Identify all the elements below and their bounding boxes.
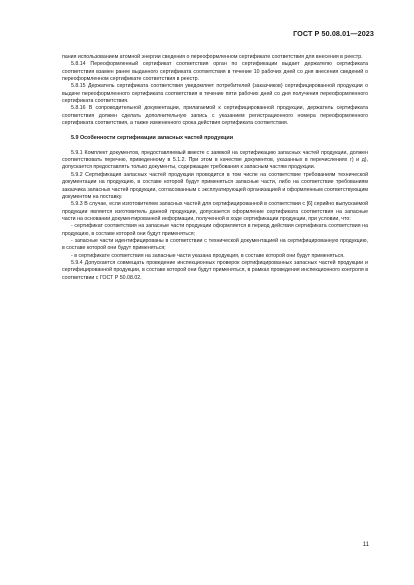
- document-body: [62, 54, 368, 282]
- list-item-condition-1: - сертификат соответствия на запасные части продукции оформляется в период действия сертификата соответствия на продукцию, в составе которой они будут применяться;: [62, 223, 368, 237]
- list-item-condition-2: - запасные части идентифицированы в соответствии с технической документацией на сертифицированную продукцию, в составе которой они будут применяться;: [62, 237, 368, 252]
- paragraph-5-9-4: 5.9.4 Допускается совмещать проведение инспекционных проверок сертифицированных запасных частей продукции и сертифицированной продукции, в составе которой они будут применяться, в рамках проведения инспекционного контроля в соответствии с ГОСТ Р 50.08.02.: [62, 259, 368, 281]
- paragraph-5-9-3: 5.9.3 В случае, если изготовителем запасных частей для сертифицированной в соответствии с [6] серийно выпускаемой продукции является изготовитель данной продукции, допускается оформление сертификата соответствия на запасные части на основании документированной информации, полученной в ходе сертификации продукции, при условии, что:: [62, 201, 368, 222]
- paragraph-5-8-16: 5.8.16 В сопроводительной документации, прилагаемой к сертифицированной продукции, держатель сертификата соответствия должен сделать дополнительную запись с указанием регистрационного номера переоформленного сертификата соответствия, а также измененного срока действия сертификата соответствия.: [62, 105, 368, 127]
- paragraph-5-9-1: 5.9.1 Комплект документов, предоставляемый вместе с заявкой на сертификацию запасных частей продукции, должен соответствовать перечню, приведенному в 5.1.2. При этом в качестве документов, указанных в перечислениях г) и д), допускается предоставлять только документы, содержащие требования к запасным частям продукции.: [62, 149, 368, 171]
- list-item-condition-3: - в сертификате соответствия на запасные части указана продукция, в составе которой они будут применяться.: [71, 252, 345, 259]
- paragraph-5-9-2: 5.9.2 Сертификация запасных частей продукции проводится в том числе на соответствие требованиям технической документации на продукцию, в составе которой будут применяться запасные части, либо на соответствие требованиям заказчика запасных частей продукции, согласованным с эксплуатирующей организацией и оформленным соответствующим документом на поставку.: [62, 171, 368, 200]
- paragraph-continuation: пания использованием атомной энергии сведения о переоформленном сертификате соответствия для внесения в реестр.: [62, 54, 363, 60]
- paragraph-5-8-15: 5.8.15 Держатель сертификата соответствия уведомляет потребителей (заказчиков) сертифицированной продукции о выдаче переоформленного сертификата соответствия в течение пяти рабочих дней со дня получения переоформленного сертификата соответствия.: [62, 83, 368, 105]
- standard-designation: ГОСТ Р 50.08.01—2023: [293, 29, 374, 38]
- section-heading-5-9: 5.9 Особенности сертификации запасных частей продукции: [71, 135, 234, 142]
- paragraph-5-8-14: 5.8.14 Переоформленный сертификат соответствия орган по сертификации выдает держателю сертификата соответствия взамен ранее выданного сертификата соответствия в течение 10 рабочих дней со дня внесения сведений о переоформленном сертификате соответствия в реестр.: [62, 61, 368, 83]
- page-number: 11: [362, 542, 369, 548]
